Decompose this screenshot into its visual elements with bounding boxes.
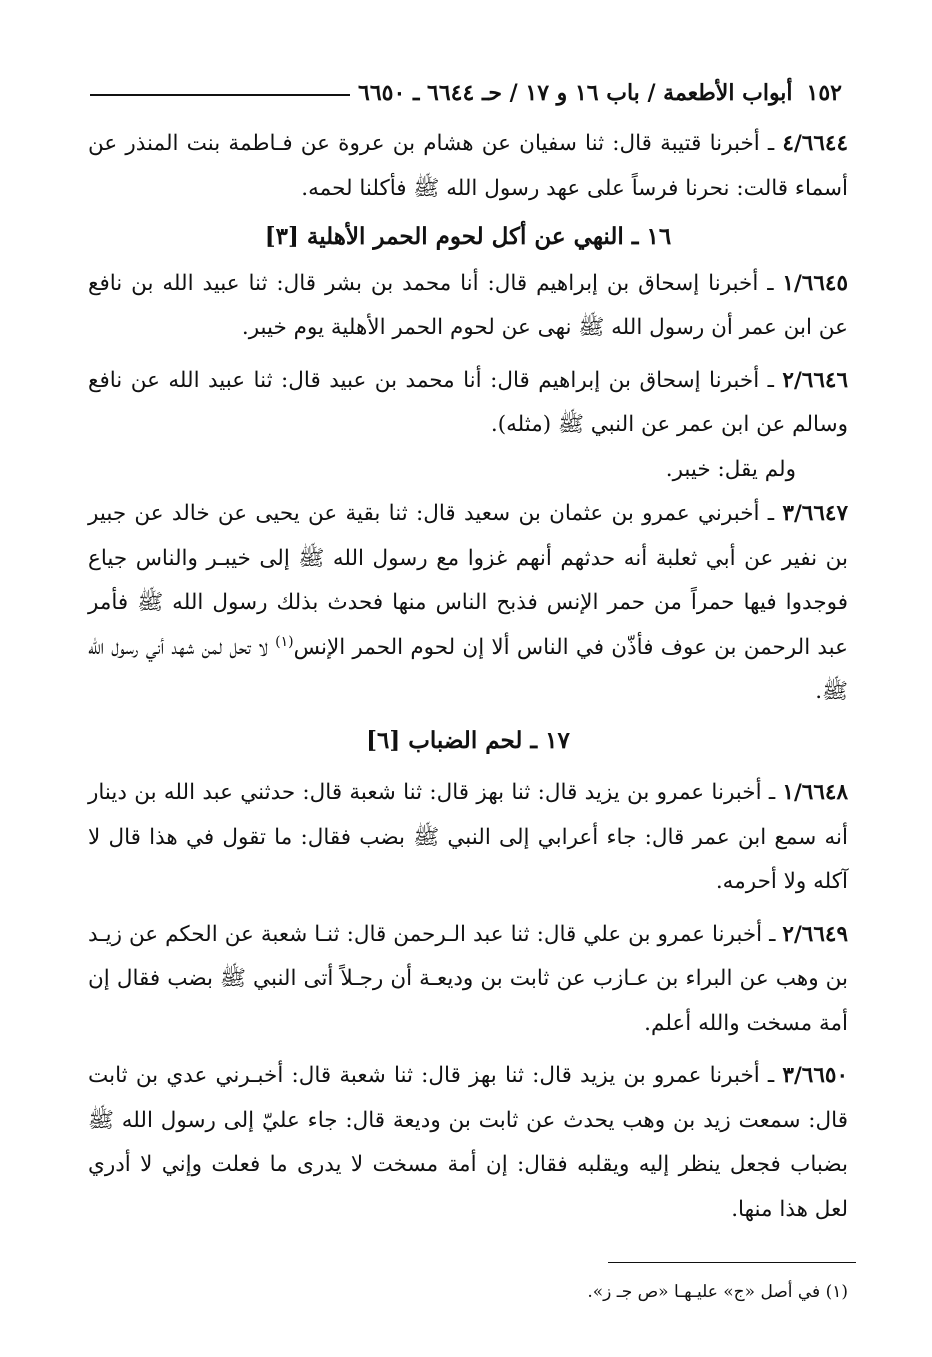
section-heading-17: ١٧ ـ لحم الضباب [٦]: [366, 726, 570, 754]
hadith-number: ٤/٦٦٤٤: [782, 131, 848, 156]
hadith-6647: [88, 492, 848, 715]
footnote-reference: (١): [275, 633, 294, 650]
hadith-text: ـ أخبرنا إسحاق بن إبراهيم قال: أنا محمد بن بشر قال: ثنا عبيد الله بن نافع عن ابن عمر أن رسول الله ﷺ نهى عن لحوم الحمر الأهلية يوم خيبر.: [88, 270, 848, 340]
running-header: [82, 72, 842, 106]
hadith-6650: [88, 1054, 848, 1232]
hadith-text: ـ أخبرنا قتيبة قال: ثنا سفيان عن هشام بن عروة عن فـاطمة بنت المنذر عن أسماء قالت: نحرنا فرساً على عهد رسول الله ﷺ فأكلنا لحمه.: [88, 131, 848, 201]
hadith-6646-note: ولم يقل: خيبر.: [665, 456, 796, 482]
hadith-6649: [88, 913, 848, 1047]
hadith-text: ـ أخبرنا عمرو بن يزيد قال: ثنا بهز قال: ثنا شعبة قال: حدثني عبد الله بن دينار أنه سمع ابن عمر قال: جاء أعرابي إلى النبي ﷺ بضب فقال: ما تقول في هذا قال لا آكله ولا أحرمه.: [88, 780, 848, 894]
hadith-6645: [88, 262, 848, 351]
hadith-text: ـ أخبرني عمرو بن عثمان بن سعيد قال: ثنا بقية عن يحيى عن خالد عن جبير بن نفير عن أبي ثعلبة أنه حدثهم أنهم غزوا مع رسول الله ﷺ إلى خيبـر والناس جياع فوجدوا فيها حمراً من حمر الإنس فذبح الناس منها فحدث بذلك رسول الله ﷺ فأمر عبد الرحمن بن عوف فأذّن في الناس ألا إن لحوم الحمر الإنس: [88, 501, 848, 660]
hadith-number: ١/٦٦٤٥: [782, 270, 848, 296]
running-title: أبواب الأطعمة / باب ١٦ و ١٧ / حـ ٦٦٤٤ ـ ٦٦٥٠: [358, 80, 793, 106]
footnote: (١) في أصل «ج» عليـهـا «ص جـ ز».: [587, 1282, 848, 1302]
hadith-6644: [88, 122, 848, 211]
section-heading-16: ١٦ ـ النهي عن أكل لحوم الحمر الأهلية [٣]: [264, 223, 672, 250]
hadith-text-continued: لا تحل لمن شهد أني رسول الله ﷺ.: [88, 634, 848, 704]
hadith-text: ـ أخبرنا عمرو بن يزيد قال: ثنا بهز قال: ثنا شعبة قال: أخبـرني عدي بن ثابت قال: سمعت زيد بن وهب يحدث عن ثابت بن وديعة قال: جاء عليّ إلى رسول الله ﷺ بضباب فجعل ينظر إليه ويقلبه فقال: إن أمة مسخت لا يدرى ما فعلت وإني لا أدري لعل هذا منها.: [88, 1063, 848, 1222]
main-text: [88, 122, 848, 1232]
hadith-text: ـ أخبرنا إسحاق بن إبراهيم قال: أنا محمد بن عبيد قال: ثنا عبيد الله عن نافع وسالم عن ابن عمر عن النبي ﷺ (مثله).: [88, 367, 848, 437]
hadith-number: ٢/٦٦٤٩: [782, 921, 848, 947]
hadith-6646: [88, 359, 848, 448]
footnote-rule: [608, 1262, 856, 1263]
hadith-6648: [88, 771, 848, 905]
hadith-number: ٣/٦٦٥٠: [782, 1063, 848, 1088]
hadith-number: ٢/٦٦٤٦: [782, 367, 848, 393]
hadith-number: ٣/٦٦٤٧: [782, 501, 848, 526]
header-rule: [90, 94, 350, 96]
hadith-number: ١/٦٦٤٨: [782, 780, 848, 805]
hadith-text: ـ أخبرنا عمرو بن علي قال: ثنا عبد الـرحمن قال: ثنـا شعبة عن الحكم عن زيـد بن وهب عن البراء بن عـازب عن ثابت بن وديعـة أن رجـلاً أتى النبي ﷺ بضب فقال إن أمة مسخت والله أعلم.: [88, 921, 848, 1036]
page-number: ١٥٢: [806, 80, 842, 106]
